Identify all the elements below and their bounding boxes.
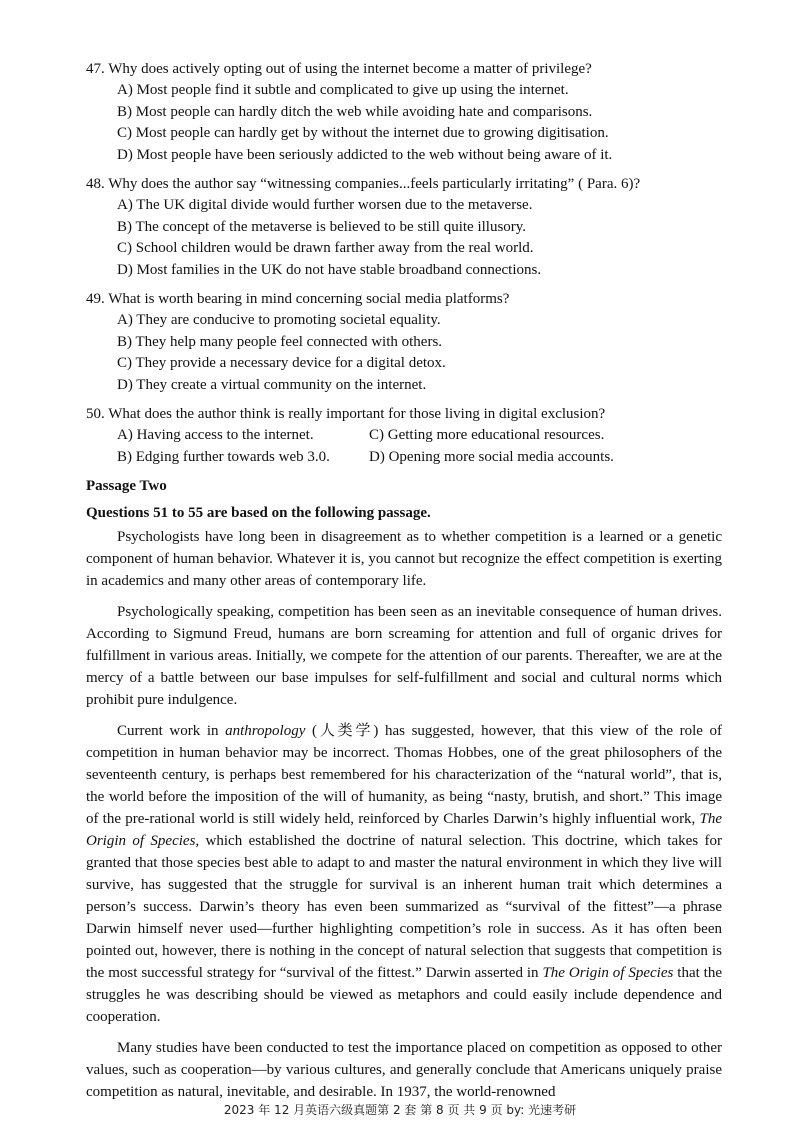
option-d: D) Most families in the UK do not have stable broadband connections. (117, 261, 542, 278)
option-d: D) Most people have been seriously addicted to the web without being aware of it. (117, 146, 613, 163)
question-stem: 50. What does the author think is really important for those living in digital exclusion? (86, 406, 606, 422)
question-47 (86, 58, 722, 166)
option-c: C) They provide a necessary device for a digital detox. (117, 355, 446, 371)
term-anthropology: anthropology (225, 723, 306, 739)
book-title: The Origin of Species (542, 965, 674, 981)
term-gloss: (人类学) (305, 723, 379, 739)
question-50 (86, 403, 722, 468)
option-b: B) Most people can hardly ditch the web while avoiding hate and comparisons. (117, 103, 593, 120)
question-48 (86, 173, 722, 281)
page-content (86, 58, 722, 1112)
passage-paragraph-3 (86, 720, 722, 1028)
text-run: Current work in (117, 723, 226, 739)
option-b: B) The concept of the metaverse is believed to be still quite illusory. (117, 218, 527, 235)
passage-paragraph-2: Psychologically speaking, competition has been seen as an inevitable consequence of human drives. According to Sigmund Freud, humans are born screaming for attention and full of organic drives for fulfillment in various areas. Initially, we compete for the attention of our parents. Thereafter, we are at the mercy of a battle between our base impulses for self-fulfillment and social and cultural norms which prohibit pure indulgence. (86, 604, 722, 708)
option-b: B) Edging further towards web 3.0. (117, 448, 330, 465)
option-a: A) Most people find it subtle and complicated to give up using the internet. (117, 82, 569, 98)
text-run: that the struggles he was describing should be viewed as metaphors and could easily include dependence and cooperation. (86, 965, 723, 1025)
question-49 (86, 288, 722, 396)
question-stem: 48. Why does the author say “witnessing companies...feels particularly irritating” ( Para. 6)? (86, 176, 641, 192)
passage-paragraph-4: Many studies have been conducted to test the importance placed on competition as opposed to other values, such as cooperation—by various cultures, and generally conclude that Americans uniquely praise competition as natural, inevitable, and desirable. In 1937, the world-renowned (86, 1040, 722, 1100)
text-run: has suggested, however, that this view of the role of competition in human behavior may be incorrect. Thomas Hobbes, one of the great philosophers of the seventeenth century, is perhaps best remembered for his characterization of the “natural world”, that is, the world before the imposition of the will of humanity, as being “nasty, brutish, and short.” This image of the pre-rational world is still widely held, reinforced by Charles Darwin’s highly influential work, (86, 723, 722, 827)
option-d: D) They create a virtual community on the internet. (117, 376, 427, 393)
option-c: C) School children would be drawn farther away from the real world. (117, 240, 534, 256)
book-title: The Origin of Species, (86, 811, 722, 849)
passage-paragraph-1: Psychologists have long been in disagreement as to whether competition is a learned or a genetic component of human behavior. Whatever it is, you cannot but recognize the effect competition is exerting in academics and many other areas of contemporary life. (86, 529, 722, 589)
option-b: B) They help many people feel connected with others. (117, 333, 443, 350)
option-grid (86, 425, 722, 468)
option-c: C) Getting more educational resources. (369, 427, 605, 443)
passage-instruction: Questions 51 to 55 are based on the following passage. (86, 505, 431, 521)
passage-title: Passage Two (86, 478, 167, 494)
option-a: A) The UK digital divide would further worsen due to the metaverse. (117, 197, 533, 213)
question-stem: 47. Why does actively opting out of using the internet become a matter of privilege? (86, 61, 592, 77)
text-run: which established the doctrine of natural selection. This doctrine, which takes for granted that those species best able to adapt to and master the natural environment in which they live will survive, has suggested that the struggle for survival is an inherent human trait which determines a person’s success. Darwin’s theory has even been summarized as “survival of the fittest”—a phrase Darwin himself never used—further highlighting competition’s role in success. As it has often been pointed out, however, there is nothing in the concept of natural selection that suggests that competition is the most successful strategy for “survival of the fittest.” Darwin asserted in (86, 833, 722, 981)
option-a: A) Having access to the internet. (117, 427, 314, 443)
option-d: D) Opening more social media accounts. (369, 448, 614, 465)
question-stem: 49. What is worth bearing in mind concerning social media platforms? (86, 291, 510, 307)
option-c: C) Most people can hardly get by without the internet due to growing digitisation. (117, 125, 609, 141)
option-a: A) They are conducive to promoting societal equality. (117, 312, 441, 328)
page-footer: 2023 年 12 月英语六级真题第 2 套 第 8 页 共 9 页 by: 光速考研 (223, 1103, 577, 1117)
